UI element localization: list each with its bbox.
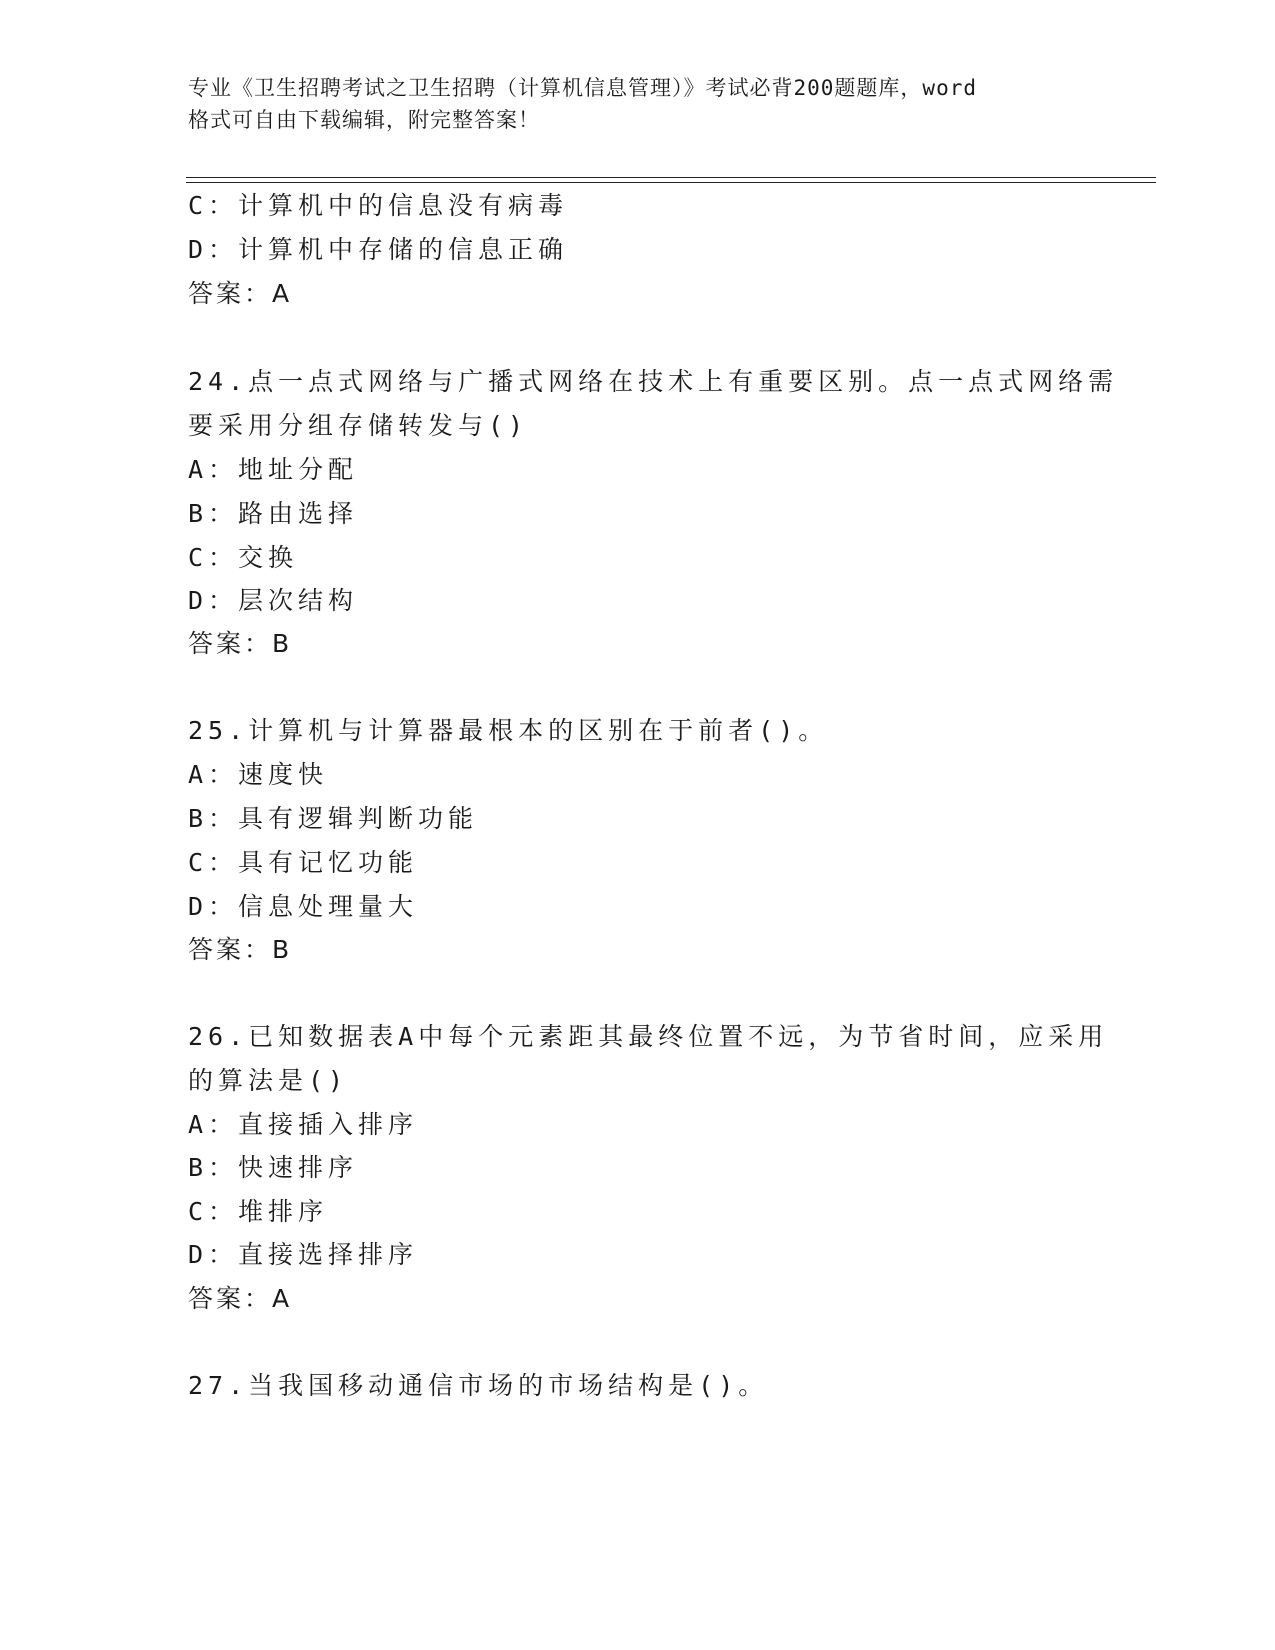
question-26-option-a: A：直接插入排序 xyxy=(188,1110,419,1139)
question-26-stem-cont: 的算法是() xyxy=(188,1066,349,1095)
question-26-answer: 答案：A xyxy=(188,1284,293,1313)
answer-line: 答案：A xyxy=(188,279,293,308)
question-25-answer: 答案：B xyxy=(188,935,293,964)
header-divider-top xyxy=(186,177,1156,178)
option-d: D：计算机中存储的信息正确 xyxy=(188,235,569,264)
question-25-option-a: A：速度快 xyxy=(188,760,329,789)
question-26-stem: 26.已知数据表A中每个元素距其最终位置不远，为节省时间，应采用 xyxy=(188,1022,1109,1051)
question-26-option-b: B：快速排序 xyxy=(188,1153,359,1182)
question-25-option-b: B：具有逻辑判断功能 xyxy=(188,804,479,833)
question-26-option-d: D：直接选择排序 xyxy=(188,1240,419,1269)
question-24-stem: 24.点一点式网络与广播式网络在技术上有重要区别。点一点式网络需 xyxy=(188,367,1119,396)
question-24-option-b: B：路由选择 xyxy=(188,499,359,528)
option-c: C：计算机中的信息没有病毒 xyxy=(188,191,569,220)
header-divider-bottom xyxy=(186,182,1156,183)
question-25-option-c: C：具有记忆功能 xyxy=(188,848,419,877)
question-24-option-d: D：层次结构 xyxy=(188,586,359,615)
question-24-answer: 答案：B xyxy=(188,629,293,658)
question-24-option-c: C：交换 xyxy=(188,543,299,572)
question-26-option-c: C：堆排序 xyxy=(188,1197,329,1226)
document-header xyxy=(188,72,1088,136)
question-24-option-a: A：地址分配 xyxy=(188,455,359,484)
question-25-option-d: D：信息处理量大 xyxy=(188,892,419,921)
header-title-line-1: 专业《卫生招聘考试之卫生招聘（计算机信息管理）》考试必背200题题库，word xyxy=(188,76,977,100)
question-27-stem: 27.当我国移动通信市场的市场结构是()。 xyxy=(188,1371,769,1400)
question-25-stem: 25.计算机与计算器最根本的区别在于前者()。 xyxy=(188,716,829,745)
question-24-stem-cont: 要采用分组存储转发与() xyxy=(188,411,529,440)
header-title-line-2: 格式可自由下载编辑，附完整答案！ xyxy=(188,108,540,132)
